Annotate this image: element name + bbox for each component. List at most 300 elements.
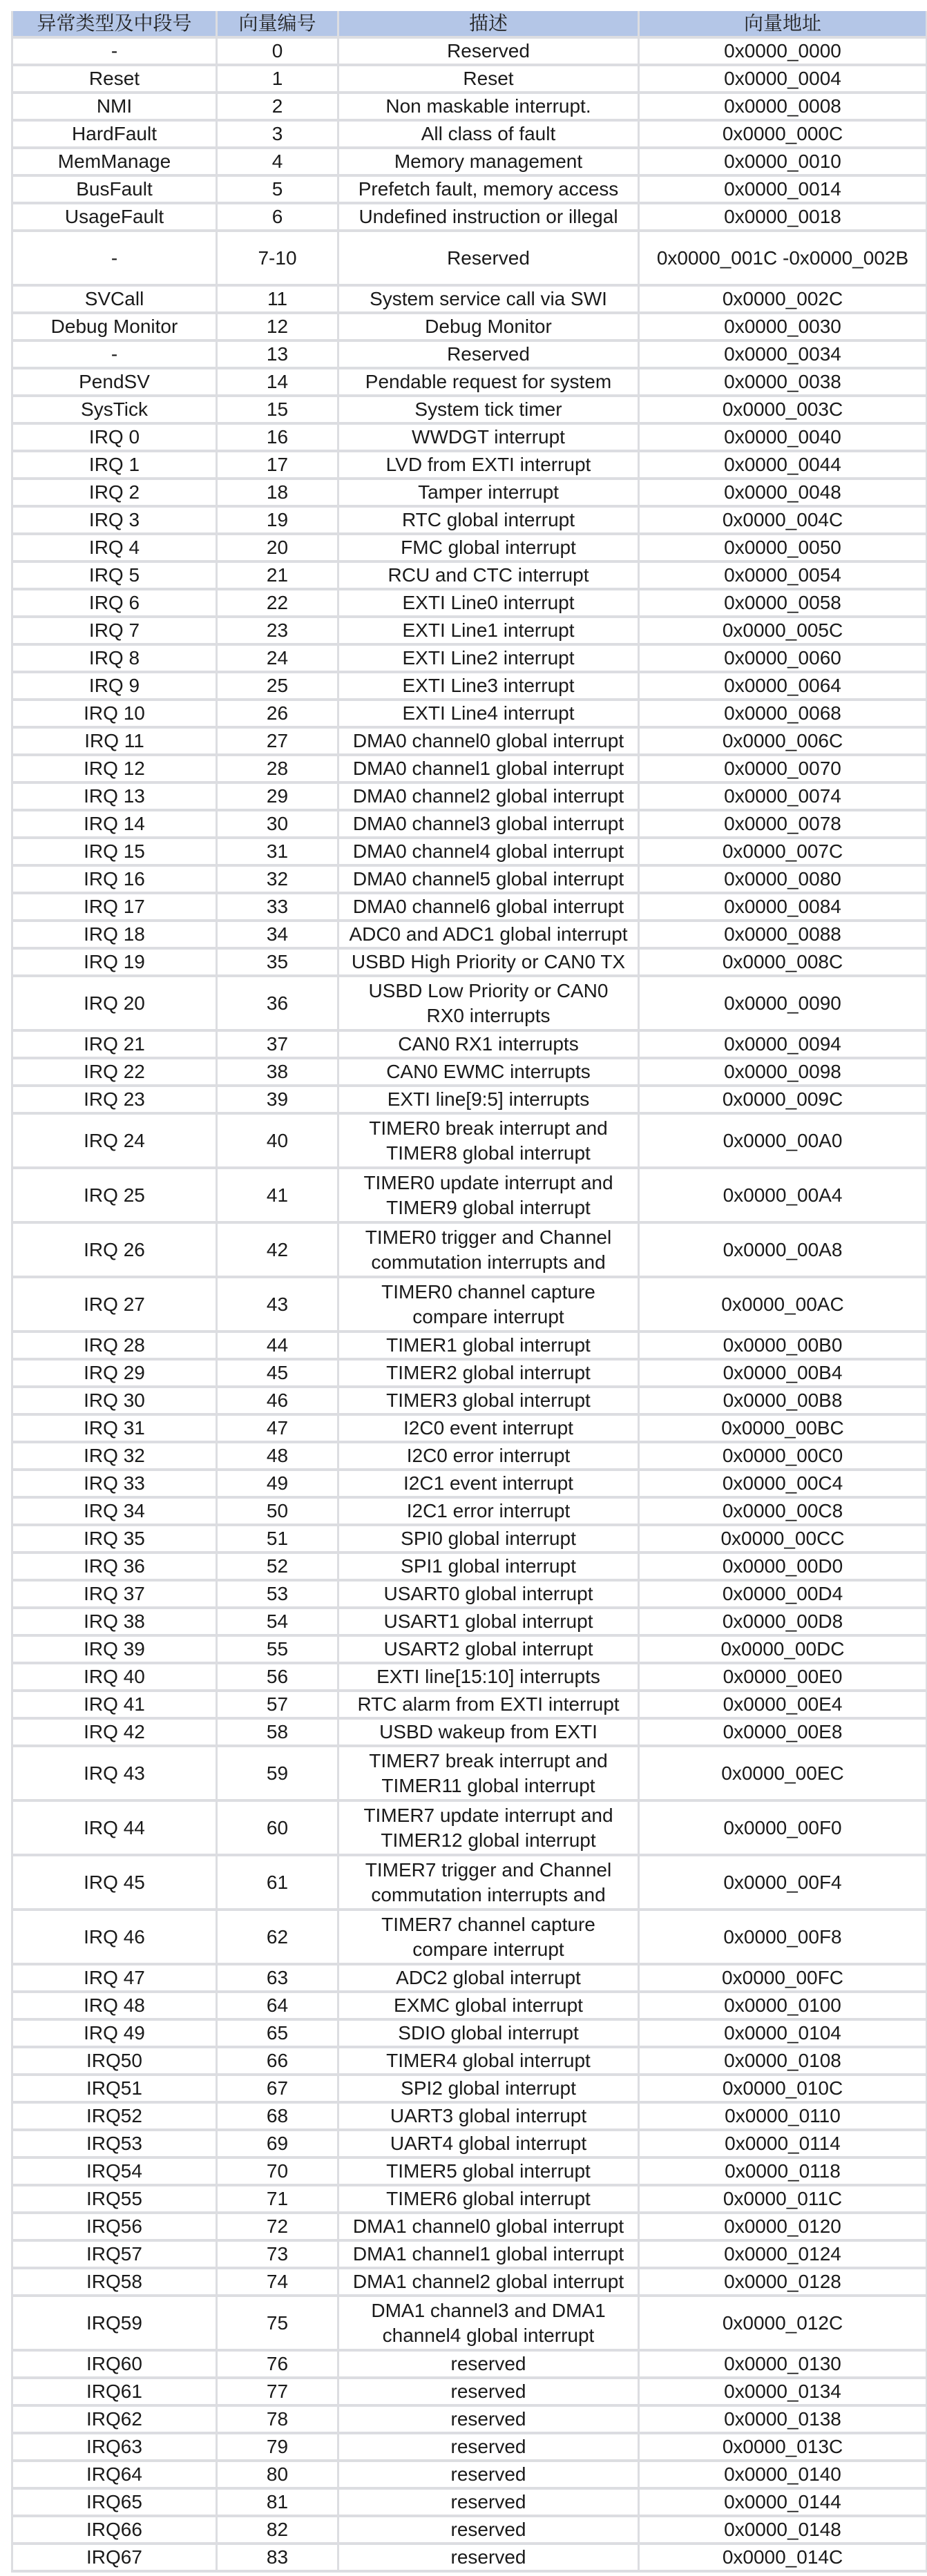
cell-vector-number: 16 bbox=[217, 423, 338, 451]
cell-vector-number: 40 bbox=[217, 1113, 338, 1168]
cell-vector-address: 0x0000_013C bbox=[639, 2433, 927, 2461]
cell-vector-address: 0x0000_007C bbox=[639, 838, 927, 865]
cell-vector-number: 83 bbox=[217, 2544, 338, 2571]
table-row bbox=[12, 561, 927, 589]
cell-vector-number: 37 bbox=[217, 1030, 338, 1058]
cell-description: USBD wakeup from EXTI bbox=[338, 1718, 639, 1746]
table-row bbox=[12, 313, 927, 340]
cell-exception-type: IRQ56 bbox=[12, 2213, 217, 2240]
cell-exception-type: IRQ 29 bbox=[12, 1359, 217, 1387]
cell-exception-type: IRQ 43 bbox=[12, 1746, 217, 1800]
cell-exception-type: IRQ 36 bbox=[12, 1553, 217, 1580]
cell-description: TIMER7 channel capture compare interrupt bbox=[338, 1910, 639, 1964]
cell-vector-number: 81 bbox=[217, 2488, 338, 2516]
cell-vector-address: 0x0000_0014 bbox=[639, 175, 927, 203]
cell-description: SDIO global interrupt bbox=[338, 2019, 639, 2047]
cell-vector-number: 56 bbox=[217, 1663, 338, 1691]
cell-description: reserved bbox=[338, 2378, 639, 2405]
cell-description: DMA1 channel2 global interrupt bbox=[338, 2268, 639, 2296]
table-row bbox=[12, 1470, 927, 1497]
cell-exception-type: - bbox=[12, 37, 217, 65]
cell-description: EXTI Line0 interrupt bbox=[338, 589, 639, 617]
cell-vector-number: 21 bbox=[217, 561, 338, 589]
cell-exception-type: IRQ 9 bbox=[12, 672, 217, 700]
cell-vector-address: 0x0000_00DC bbox=[639, 1635, 927, 1663]
cell-vector-address: 0x0000_0118 bbox=[639, 2157, 927, 2185]
cell-vector-address: 0x0000_005C bbox=[639, 617, 927, 644]
cell-exception-type: IRQ 41 bbox=[12, 1691, 217, 1718]
cell-vector-address: 0x0000_00FC bbox=[639, 1964, 927, 1992]
cell-vector-address: 0x0000_0040 bbox=[639, 423, 927, 451]
cell-description: EXTI line[15:10] interrupts bbox=[338, 1663, 639, 1691]
cell-exception-type: IRQ59 bbox=[12, 2296, 217, 2350]
cell-vector-address: 0x0000_0084 bbox=[639, 893, 927, 921]
table-row bbox=[12, 2130, 927, 2157]
table-row bbox=[12, 644, 927, 672]
cell-vector-address: 0x0000_00B8 bbox=[639, 1387, 927, 1414]
cell-exception-type: SysTick bbox=[12, 396, 217, 423]
cell-description: Non maskable interrupt. bbox=[338, 93, 639, 120]
cell-vector-number: 27 bbox=[217, 727, 338, 755]
cell-vector-number: 6 bbox=[217, 203, 338, 231]
cell-exception-type: IRQ54 bbox=[12, 2157, 217, 2185]
cell-vector-number: 19 bbox=[217, 506, 338, 534]
cell-exception-type: IRQ 2 bbox=[12, 479, 217, 506]
cell-vector-number: 15 bbox=[217, 396, 338, 423]
cell-description: reserved bbox=[338, 2516, 639, 2544]
table-row bbox=[12, 423, 927, 451]
cell-exception-type: IRQ 25 bbox=[12, 1168, 217, 1222]
cell-description: EXTI Line3 interrupt bbox=[338, 672, 639, 700]
cell-exception-type: IRQ62 bbox=[12, 2405, 217, 2433]
cell-exception-type: IRQ 35 bbox=[12, 1525, 217, 1553]
cell-vector-number: 67 bbox=[217, 2075, 338, 2102]
cell-vector-address: 0x0000_004C bbox=[639, 506, 927, 534]
cell-vector-address: 0x0000_010C bbox=[639, 2075, 927, 2102]
cell-vector-number: 61 bbox=[217, 1855, 338, 1910]
cell-exception-type: IRQ 34 bbox=[12, 1497, 217, 1525]
table-row bbox=[12, 2461, 927, 2488]
cell-description: Pendable request for system bbox=[338, 368, 639, 396]
cell-exception-type: IRQ52 bbox=[12, 2102, 217, 2130]
cell-description: DMA1 channel3 and DMA1 channel4 global interrupt bbox=[338, 2296, 639, 2350]
table-row bbox=[12, 2433, 927, 2461]
cell-vector-address: 0x0000_0098 bbox=[639, 1058, 927, 1086]
cell-vector-address: 0x0000_0080 bbox=[639, 865, 927, 893]
table-header-row bbox=[12, 11, 927, 37]
cell-description: Reserved bbox=[338, 231, 639, 285]
cell-exception-type: IRQ 20 bbox=[12, 976, 217, 1030]
cell-vector-address: 0x0000_009C bbox=[639, 1086, 927, 1113]
table-row bbox=[12, 231, 927, 285]
cell-vector-address: 0x0000_00F8 bbox=[639, 1910, 927, 1964]
cell-description: Reserved bbox=[338, 37, 639, 65]
cell-vector-address: 0x0000_0124 bbox=[639, 2240, 927, 2268]
table-row bbox=[12, 1663, 927, 1691]
cell-vector-address: 0x0000_0004 bbox=[639, 65, 927, 93]
header-vector-address: 向量地址 bbox=[639, 11, 927, 37]
cell-exception-type: IRQ 24 bbox=[12, 1113, 217, 1168]
table-row bbox=[12, 1387, 927, 1414]
cell-description: LVD from EXTI interrupt bbox=[338, 451, 639, 479]
cell-vector-number: 51 bbox=[217, 1525, 338, 1553]
cell-vector-address: 0x0000_00F4 bbox=[639, 1855, 927, 1910]
cell-exception-type: PendSV bbox=[12, 368, 217, 396]
cell-exception-type: IRQ 14 bbox=[12, 810, 217, 838]
table-row bbox=[12, 1718, 927, 1746]
table-row bbox=[12, 340, 927, 368]
cell-exception-type: IRQ 27 bbox=[12, 1277, 217, 1332]
table-row bbox=[12, 810, 927, 838]
cell-exception-type: IRQ 4 bbox=[12, 534, 217, 561]
cell-description: SPI0 global interrupt bbox=[338, 1525, 639, 1553]
cell-exception-type: IRQ65 bbox=[12, 2488, 217, 2516]
cell-vector-number: 18 bbox=[217, 479, 338, 506]
cell-vector-address: 0x0000_00A8 bbox=[639, 1222, 927, 1277]
cell-exception-type: IRQ55 bbox=[12, 2185, 217, 2213]
cell-description: Reset bbox=[338, 65, 639, 93]
cell-vector-number: 34 bbox=[217, 921, 338, 948]
header-vector-number: 向量编号 bbox=[217, 11, 338, 37]
table-row bbox=[12, 1113, 927, 1168]
vector-table bbox=[11, 11, 927, 2573]
cell-exception-type: IRQ 11 bbox=[12, 727, 217, 755]
table-row bbox=[12, 479, 927, 506]
cell-vector-number: 73 bbox=[217, 2240, 338, 2268]
cell-description: SPI2 global interrupt bbox=[338, 2075, 639, 2102]
cell-vector-number: 45 bbox=[217, 1359, 338, 1387]
cell-description: TIMER2 global interrupt bbox=[338, 1359, 639, 1387]
table-row bbox=[12, 1222, 927, 1277]
cell-vector-number: 72 bbox=[217, 2213, 338, 2240]
table-row bbox=[12, 727, 927, 755]
table-row bbox=[12, 1277, 927, 1332]
cell-vector-number: 52 bbox=[217, 1553, 338, 1580]
cell-exception-type: - bbox=[12, 231, 217, 285]
cell-vector-number: 50 bbox=[217, 1497, 338, 1525]
cell-vector-address: 0x0000_00AC bbox=[639, 1277, 927, 1332]
cell-exception-type: IRQ61 bbox=[12, 2378, 217, 2405]
table-row bbox=[12, 838, 927, 865]
table-row bbox=[12, 396, 927, 423]
cell-vector-address: 0x0000_0054 bbox=[639, 561, 927, 589]
cell-exception-type: IRQ 30 bbox=[12, 1387, 217, 1414]
table-row bbox=[12, 1964, 927, 1992]
cell-vector-address: 0x0000_00C8 bbox=[639, 1497, 927, 1525]
cell-vector-number: 47 bbox=[217, 1414, 338, 1442]
cell-vector-number: 60 bbox=[217, 1800, 338, 1855]
cell-vector-address: 0x0000_0038 bbox=[639, 368, 927, 396]
cell-vector-address: 0x0000_0138 bbox=[639, 2405, 927, 2433]
cell-vector-number: 43 bbox=[217, 1277, 338, 1332]
cell-vector-address: 0x0000_000C bbox=[639, 120, 927, 148]
cell-vector-address: 0x0000_00CC bbox=[639, 1525, 927, 1553]
cell-exception-type: IRQ67 bbox=[12, 2544, 217, 2571]
cell-vector-address: 0x0000_00E8 bbox=[639, 1718, 927, 1746]
table-row bbox=[12, 1608, 927, 1635]
table-row bbox=[12, 1497, 927, 1525]
table-row bbox=[12, 506, 927, 534]
cell-vector-address: 0x0000_0008 bbox=[639, 93, 927, 120]
table-row bbox=[12, 1635, 927, 1663]
table-row bbox=[12, 617, 927, 644]
table-row bbox=[12, 1855, 927, 1910]
cell-description: RCU and CTC interrupt bbox=[338, 561, 639, 589]
cell-description: EXTI Line1 interrupt bbox=[338, 617, 639, 644]
cell-description: UART3 global interrupt bbox=[338, 2102, 639, 2130]
cell-exception-type: IRQ 33 bbox=[12, 1470, 217, 1497]
cell-vector-address: 0x0000_00E4 bbox=[639, 1691, 927, 1718]
cell-vector-number: 68 bbox=[217, 2102, 338, 2130]
cell-exception-type: IRQ 47 bbox=[12, 1964, 217, 1992]
cell-vector-number: 48 bbox=[217, 1442, 338, 1470]
table-row bbox=[12, 2075, 927, 2102]
cell-exception-type: IRQ 7 bbox=[12, 617, 217, 644]
table-row bbox=[12, 1525, 927, 1553]
cell-vector-address: 0x0000_0104 bbox=[639, 2019, 927, 2047]
cell-vector-address: 0x0000_0030 bbox=[639, 313, 927, 340]
cell-vector-number: 66 bbox=[217, 2047, 338, 2075]
cell-description: WWDGT interrupt bbox=[338, 423, 639, 451]
cell-vector-number: 13 bbox=[217, 340, 338, 368]
cell-vector-number: 71 bbox=[217, 2185, 338, 2213]
cell-exception-type: IRQ 45 bbox=[12, 1855, 217, 1910]
cell-description: I2C0 event interrupt bbox=[338, 1414, 639, 1442]
cell-vector-address: 0x0000_003C bbox=[639, 396, 927, 423]
cell-vector-address: 0x0000_008C bbox=[639, 948, 927, 976]
cell-vector-number: 17 bbox=[217, 451, 338, 479]
cell-description: Undefined instruction or illegal bbox=[338, 203, 639, 231]
cell-vector-address: 0x0000_00A4 bbox=[639, 1168, 927, 1222]
cell-vector-address: 0x0000_00E0 bbox=[639, 1663, 927, 1691]
cell-exception-type: IRQ 37 bbox=[12, 1580, 217, 1608]
cell-vector-number: 59 bbox=[217, 1746, 338, 1800]
cell-description: Memory management bbox=[338, 148, 639, 175]
table-row bbox=[12, 285, 927, 313]
cell-description: reserved bbox=[338, 2544, 639, 2571]
cell-vector-number: 77 bbox=[217, 2378, 338, 2405]
cell-vector-number: 36 bbox=[217, 976, 338, 1030]
cell-exception-type: IRQ 5 bbox=[12, 561, 217, 589]
cell-description: TIMER7 trigger and Channel commutation interrupts and bbox=[338, 1855, 639, 1910]
cell-exception-type: IRQ 31 bbox=[12, 1414, 217, 1442]
table-row bbox=[12, 148, 927, 175]
cell-vector-number: 32 bbox=[217, 865, 338, 893]
table-row bbox=[12, 1442, 927, 1470]
cell-exception-type: NMI bbox=[12, 93, 217, 120]
cell-description: ADC0 and ADC1 global interrupt bbox=[338, 921, 639, 948]
cell-description: EXTI Line4 interrupt bbox=[338, 700, 639, 727]
cell-exception-type: IRQ64 bbox=[12, 2461, 217, 2488]
cell-exception-type: IRQ 12 bbox=[12, 755, 217, 782]
table-row bbox=[12, 2019, 927, 2047]
cell-vector-address: 0x0000_0068 bbox=[639, 700, 927, 727]
cell-exception-type: IRQ 32 bbox=[12, 1442, 217, 1470]
cell-vector-address: 0x0000_0100 bbox=[639, 1992, 927, 2019]
table-row bbox=[12, 948, 927, 976]
cell-vector-address: 0x0000_00D4 bbox=[639, 1580, 927, 1608]
cell-description: USBD High Priority or CAN0 TX bbox=[338, 948, 639, 976]
cell-exception-type: IRQ 39 bbox=[12, 1635, 217, 1663]
cell-vector-number: 20 bbox=[217, 534, 338, 561]
cell-description: FMC global interrupt bbox=[338, 534, 639, 561]
cell-vector-number: 38 bbox=[217, 1058, 338, 1086]
cell-vector-number: 62 bbox=[217, 1910, 338, 1964]
cell-vector-number: 39 bbox=[217, 1086, 338, 1113]
cell-vector-address: 0x0000_00D0 bbox=[639, 1553, 927, 1580]
cell-exception-type: IRQ 44 bbox=[12, 1800, 217, 1855]
cell-vector-address: 0x0000_0064 bbox=[639, 672, 927, 700]
cell-vector-address: 0x0000_00D8 bbox=[639, 1608, 927, 1635]
cell-vector-number: 46 bbox=[217, 1387, 338, 1414]
cell-exception-type: MemManage bbox=[12, 148, 217, 175]
cell-vector-address: 0x0000_0094 bbox=[639, 1030, 927, 1058]
cell-description: USART1 global interrupt bbox=[338, 1608, 639, 1635]
table-row bbox=[12, 1168, 927, 1222]
cell-description: SPI1 global interrupt bbox=[338, 1553, 639, 1580]
cell-vector-number: 76 bbox=[217, 2350, 338, 2378]
cell-vector-number: 31 bbox=[217, 838, 338, 865]
cell-description: TIMER7 update interrupt and TIMER12 global interrupt bbox=[338, 1800, 639, 1855]
table-row bbox=[12, 203, 927, 231]
cell-description: DMA0 channel1 global interrupt bbox=[338, 755, 639, 782]
table-row bbox=[12, 755, 927, 782]
cell-vector-address: 0x0000_00F0 bbox=[639, 1800, 927, 1855]
cell-vector-address: 0x0000_0078 bbox=[639, 810, 927, 838]
cell-description: Reserved bbox=[338, 340, 639, 368]
table-row bbox=[12, 1553, 927, 1580]
cell-vector-address: 0x0000_0058 bbox=[639, 589, 927, 617]
cell-vector-number: 80 bbox=[217, 2461, 338, 2488]
table-row bbox=[12, 976, 927, 1030]
cell-vector-number: 54 bbox=[217, 1608, 338, 1635]
cell-vector-address: 0x0000_0060 bbox=[639, 644, 927, 672]
cell-vector-number: 23 bbox=[217, 617, 338, 644]
table-row bbox=[12, 120, 927, 148]
cell-exception-type: IRQ51 bbox=[12, 2075, 217, 2102]
cell-vector-address: 0x0000_0114 bbox=[639, 2130, 927, 2157]
cell-description: TIMER5 global interrupt bbox=[338, 2157, 639, 2185]
cell-vector-address: 0x0000_001C -0x0000_002B bbox=[639, 231, 927, 285]
cell-description: TIMER4 global interrupt bbox=[338, 2047, 639, 2075]
table-row bbox=[12, 893, 927, 921]
cell-vector-number: 0 bbox=[217, 37, 338, 65]
cell-description: CAN0 RX1 interrupts bbox=[338, 1030, 639, 1058]
table-row bbox=[12, 175, 927, 203]
cell-description: System service call via SWI bbox=[338, 285, 639, 313]
cell-description: reserved bbox=[338, 2433, 639, 2461]
cell-exception-type: Debug Monitor bbox=[12, 313, 217, 340]
cell-vector-number: 75 bbox=[217, 2296, 338, 2350]
cell-description: CAN0 EWMC interrupts bbox=[338, 1058, 639, 1086]
cell-exception-type: IRQ 16 bbox=[12, 865, 217, 893]
cell-description: DMA0 channel0 global interrupt bbox=[338, 727, 639, 755]
cell-description: EXMC global interrupt bbox=[338, 1992, 639, 2019]
cell-description: reserved bbox=[338, 2405, 639, 2433]
cell-vector-number: 63 bbox=[217, 1964, 338, 1992]
cell-exception-type: IRQ 23 bbox=[12, 1086, 217, 1113]
cell-vector-number: 11 bbox=[217, 285, 338, 313]
table-row bbox=[12, 2102, 927, 2130]
cell-vector-number: 29 bbox=[217, 782, 338, 810]
cell-exception-type: - bbox=[12, 340, 217, 368]
cell-exception-type: IRQ50 bbox=[12, 2047, 217, 2075]
cell-vector-address: 0x0000_0000 bbox=[639, 37, 927, 65]
cell-vector-number: 4 bbox=[217, 148, 338, 175]
cell-description: Prefetch fault, memory access bbox=[338, 175, 639, 203]
table-row bbox=[12, 1691, 927, 1718]
cell-exception-type: IRQ 40 bbox=[12, 1663, 217, 1691]
cell-description: I2C0 error interrupt bbox=[338, 1442, 639, 1470]
cell-vector-number: 33 bbox=[217, 893, 338, 921]
cell-vector-number: 65 bbox=[217, 2019, 338, 2047]
cell-vector-address: 0x0000_002C bbox=[639, 285, 927, 313]
cell-vector-address: 0x0000_0120 bbox=[639, 2213, 927, 2240]
table-row bbox=[12, 2350, 927, 2378]
cell-vector-number: 12 bbox=[217, 313, 338, 340]
table-row bbox=[12, 1414, 927, 1442]
table-row bbox=[12, 2240, 927, 2268]
header-description: 描述 bbox=[338, 11, 639, 37]
cell-exception-type: SVCall bbox=[12, 285, 217, 313]
cell-vector-address: 0x0000_0108 bbox=[639, 2047, 927, 2075]
cell-description: TIMER3 global interrupt bbox=[338, 1387, 639, 1414]
cell-description: UART4 global interrupt bbox=[338, 2130, 639, 2157]
cell-description: USART2 global interrupt bbox=[338, 1635, 639, 1663]
table-row bbox=[12, 2213, 927, 2240]
cell-vector-address: 0x0000_00BC bbox=[639, 1414, 927, 1442]
cell-vector-address: 0x0000_00B0 bbox=[639, 1332, 927, 1359]
cell-vector-address: 0x0000_0134 bbox=[639, 2378, 927, 2405]
cell-description: TIMER6 global interrupt bbox=[338, 2185, 639, 2213]
cell-vector-number: 24 bbox=[217, 644, 338, 672]
cell-vector-number: 30 bbox=[217, 810, 338, 838]
cell-exception-type: UsageFault bbox=[12, 203, 217, 231]
cell-vector-address: 0x0000_0088 bbox=[639, 921, 927, 948]
cell-description: TIMER7 break interrupt and TIMER11 global interrupt bbox=[338, 1746, 639, 1800]
cell-exception-type: IRQ 13 bbox=[12, 782, 217, 810]
cell-vector-number: 28 bbox=[217, 755, 338, 782]
cell-exception-type: IRQ 15 bbox=[12, 838, 217, 865]
table-row bbox=[12, 451, 927, 479]
cell-vector-number: 78 bbox=[217, 2405, 338, 2433]
table-row bbox=[12, 2488, 927, 2516]
cell-vector-number: 55 bbox=[217, 1635, 338, 1663]
table-row bbox=[12, 921, 927, 948]
table-row bbox=[12, 2268, 927, 2296]
cell-description: DMA0 channel5 global interrupt bbox=[338, 865, 639, 893]
table-row bbox=[12, 2544, 927, 2571]
cell-vector-address: 0x0000_0070 bbox=[639, 755, 927, 782]
cell-exception-type: HardFault bbox=[12, 120, 217, 148]
cell-exception-type: IRQ 3 bbox=[12, 506, 217, 534]
cell-description: DMA0 channel4 global interrupt bbox=[338, 838, 639, 865]
cell-description: TIMER0 channel capture compare interrupt bbox=[338, 1277, 639, 1332]
cell-exception-type: IRQ 10 bbox=[12, 700, 217, 727]
table-body bbox=[12, 37, 927, 2571]
cell-vector-address: 0x0000_0128 bbox=[639, 2268, 927, 2296]
cell-vector-address: 0x0000_00EC bbox=[639, 1746, 927, 1800]
cell-vector-address: 0x0000_00B4 bbox=[639, 1359, 927, 1387]
cell-vector-number: 74 bbox=[217, 2268, 338, 2296]
table-row bbox=[12, 1058, 927, 1086]
cell-description: Tamper interrupt bbox=[338, 479, 639, 506]
cell-description: ADC2 global interrupt bbox=[338, 1964, 639, 1992]
cell-exception-type: IRQ 18 bbox=[12, 921, 217, 948]
cell-description: EXTI line[9:5] interrupts bbox=[338, 1086, 639, 1113]
cell-vector-address: 0x0000_00C0 bbox=[639, 1442, 927, 1470]
cell-vector-number: 22 bbox=[217, 589, 338, 617]
